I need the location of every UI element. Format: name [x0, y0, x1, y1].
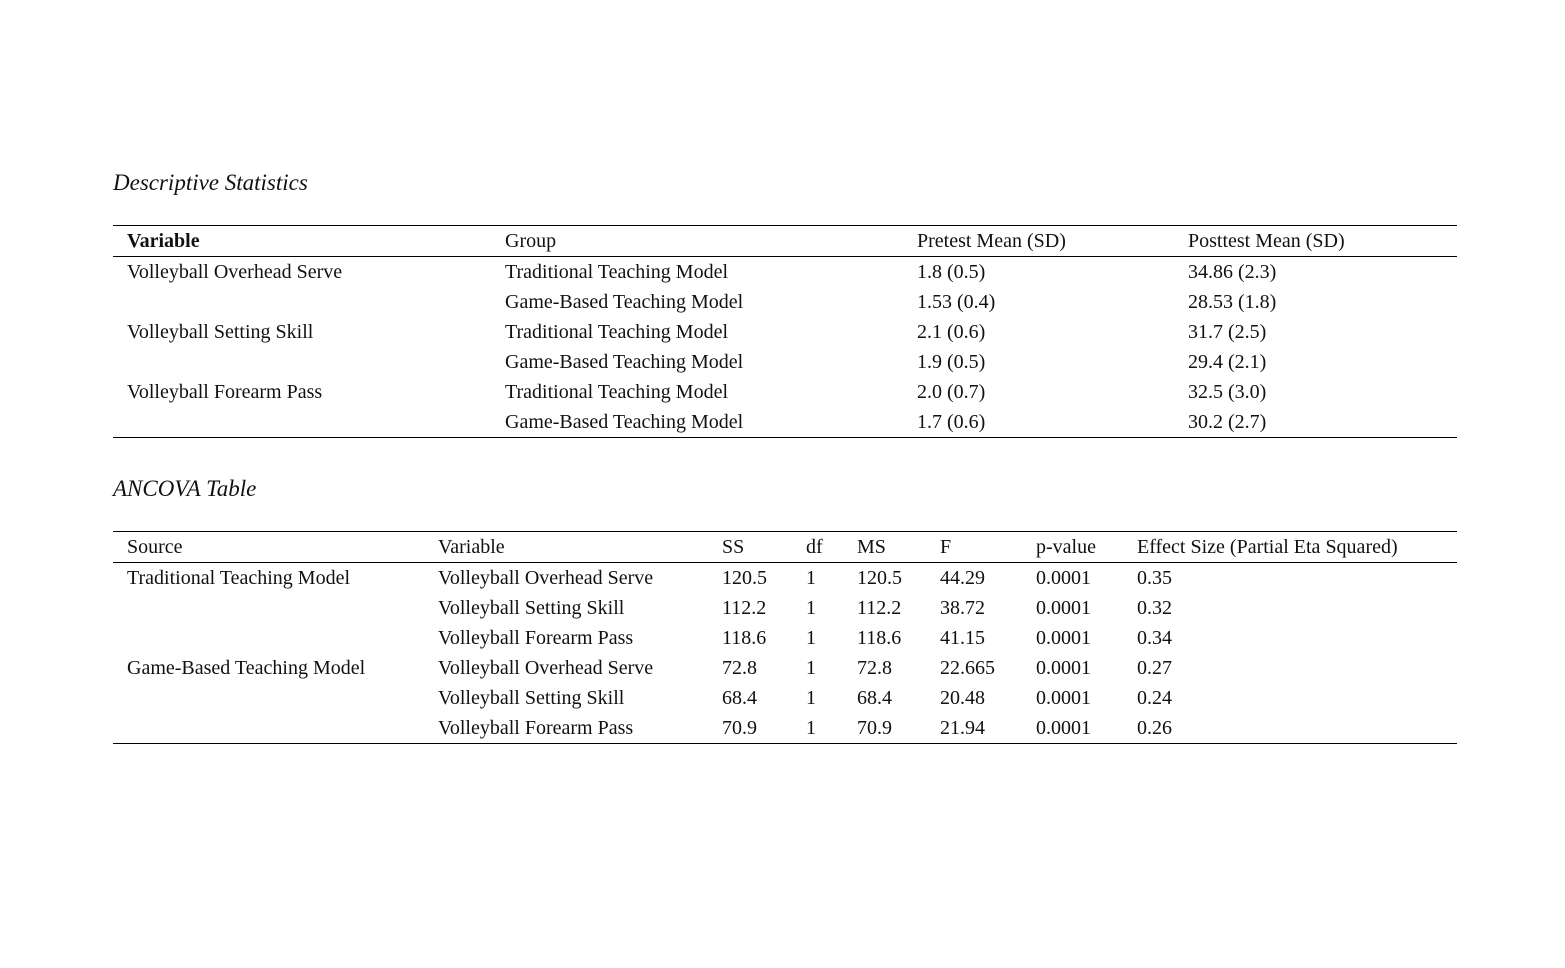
column-header-group: Group [505, 229, 557, 252]
cell-f: 44.29 [940, 566, 985, 589]
cell-variable: Volleyball Setting Skill [438, 596, 625, 619]
descriptive-statistics-table [113, 225, 1457, 438]
cell-variable [113, 287, 491, 317]
cell-f: 20.48 [940, 686, 985, 709]
cell-p-value: 0.0001 [1036, 566, 1091, 589]
cell-source [113, 713, 424, 744]
table-row [113, 257, 1457, 288]
cell-variable: Volleyball Forearm Pass [438, 626, 634, 649]
descriptive-statistics-caption: Descriptive Statistics [113, 170, 308, 195]
table-row [113, 563, 1457, 594]
table-row [113, 713, 1457, 744]
column-header-variable: Variable [127, 229, 200, 252]
cell-variable: Volleyball Overhead Serve [438, 656, 654, 679]
cell-f: 21.94 [940, 716, 985, 739]
cell-variable: Volleyball Setting Skill [127, 320, 314, 343]
cell-ms: 120.5 [857, 566, 902, 589]
cell-effect-size: 0.27 [1137, 656, 1172, 679]
ancova-table [113, 531, 1457, 744]
cell-p-value: 0.0001 [1036, 626, 1091, 649]
cell-source [113, 683, 424, 713]
cell-ms: 118.6 [857, 626, 902, 649]
cell-f: 22.665 [940, 656, 995, 679]
cell-df: 1 [806, 626, 816, 649]
table-header-row [113, 532, 1457, 563]
cell-group: Game-Based Teaching Model [505, 290, 744, 313]
cell-p-value: 0.0001 [1036, 656, 1091, 679]
column-header-effect-size: Effect Size (Partial Eta Squared) [1137, 535, 1398, 558]
cell-p-value: 0.0001 [1036, 686, 1091, 709]
column-header-f: F [940, 535, 952, 558]
cell-variable: Volleyball Forearm Pass [438, 716, 634, 739]
cell-ms: 70.9 [857, 716, 892, 739]
cell-df: 1 [806, 566, 816, 589]
cell-p-value: 0.0001 [1036, 596, 1091, 619]
cell-f: 41.15 [940, 626, 985, 649]
cell-group: Traditional Teaching Model [505, 320, 729, 343]
column-header-ms: MS [857, 535, 886, 558]
table-row [113, 317, 1457, 347]
column-header-ss: SS [722, 535, 745, 558]
column-header-variable: Variable [438, 535, 505, 558]
cell-effect-size: 0.26 [1137, 716, 1172, 739]
cell-ss: 68.4 [722, 686, 757, 709]
cell-df: 1 [806, 686, 816, 709]
cell-effect-size: 0.24 [1137, 686, 1172, 709]
cell-ss: 112.2 [722, 596, 767, 619]
table-row [113, 407, 1457, 438]
cell-source [113, 623, 424, 653]
column-header-source: Source [127, 535, 183, 558]
cell-group: Game-Based Teaching Model [505, 410, 744, 433]
cell-p-value: 0.0001 [1036, 716, 1091, 739]
cell-effect-size: 0.35 [1137, 566, 1172, 589]
cell-group: Game-Based Teaching Model [505, 350, 744, 373]
cell-source [113, 593, 424, 623]
cell-ss: 120.5 [722, 566, 767, 589]
cell-variable: Volleyball Setting Skill [438, 686, 625, 709]
cell-posttest: 30.2 (2.7) [1188, 410, 1267, 433]
cell-df: 1 [806, 656, 816, 679]
cell-variable: Volleyball Forearm Pass [127, 380, 323, 403]
cell-ms: 68.4 [857, 686, 892, 709]
ancova-table-caption: ANCOVA Table [113, 476, 257, 501]
cell-variable [113, 347, 491, 377]
table-header-row [113, 226, 1457, 257]
cell-pretest: 1.9 (0.5) [917, 350, 986, 373]
cell-posttest: 34.86 (2.3) [1188, 260, 1277, 283]
cell-pretest: 1.53 (0.4) [917, 290, 996, 313]
cell-pretest: 1.7 (0.6) [917, 410, 986, 433]
cell-ss: 70.9 [722, 716, 757, 739]
column-header-df: df [806, 535, 823, 558]
cell-posttest: 28.53 (1.8) [1188, 290, 1277, 313]
cell-df: 1 [806, 716, 816, 739]
table-row [113, 653, 1457, 683]
column-header-posttest: Posttest Mean (SD) [1188, 229, 1345, 252]
cell-posttest: 32.5 (3.0) [1188, 380, 1267, 403]
cell-ms: 112.2 [857, 596, 902, 619]
cell-effect-size: 0.34 [1137, 626, 1172, 649]
cell-group: Traditional Teaching Model [505, 380, 729, 403]
column-header-p-value: p-value [1036, 535, 1096, 558]
cell-effect-size: 0.32 [1137, 596, 1172, 619]
cell-f: 38.72 [940, 596, 985, 619]
cell-ss: 118.6 [722, 626, 767, 649]
cell-variable: Volleyball Overhead Serve [438, 566, 654, 589]
table-row [113, 287, 1457, 317]
cell-posttest: 29.4 (2.1) [1188, 350, 1267, 373]
cell-ss: 72.8 [722, 656, 757, 679]
cell-group: Traditional Teaching Model [505, 260, 729, 283]
cell-posttest: 31.7 (2.5) [1188, 320, 1267, 343]
cell-source: Game-Based Teaching Model [127, 656, 366, 679]
cell-df: 1 [806, 596, 816, 619]
table-row [113, 347, 1457, 377]
table-row [113, 683, 1457, 713]
cell-pretest: 2.0 (0.7) [917, 380, 986, 403]
table-row [113, 377, 1457, 407]
cell-source: Traditional Teaching Model [127, 566, 351, 589]
cell-pretest: 1.8 (0.5) [917, 260, 986, 283]
cell-pretest: 2.1 (0.6) [917, 320, 986, 343]
column-header-pretest: Pretest Mean (SD) [917, 229, 1066, 252]
table-row [113, 593, 1457, 623]
cell-variable [113, 407, 491, 438]
table-row [113, 623, 1457, 653]
cell-ms: 72.8 [857, 656, 892, 679]
cell-variable: Volleyball Overhead Serve [127, 260, 343, 283]
